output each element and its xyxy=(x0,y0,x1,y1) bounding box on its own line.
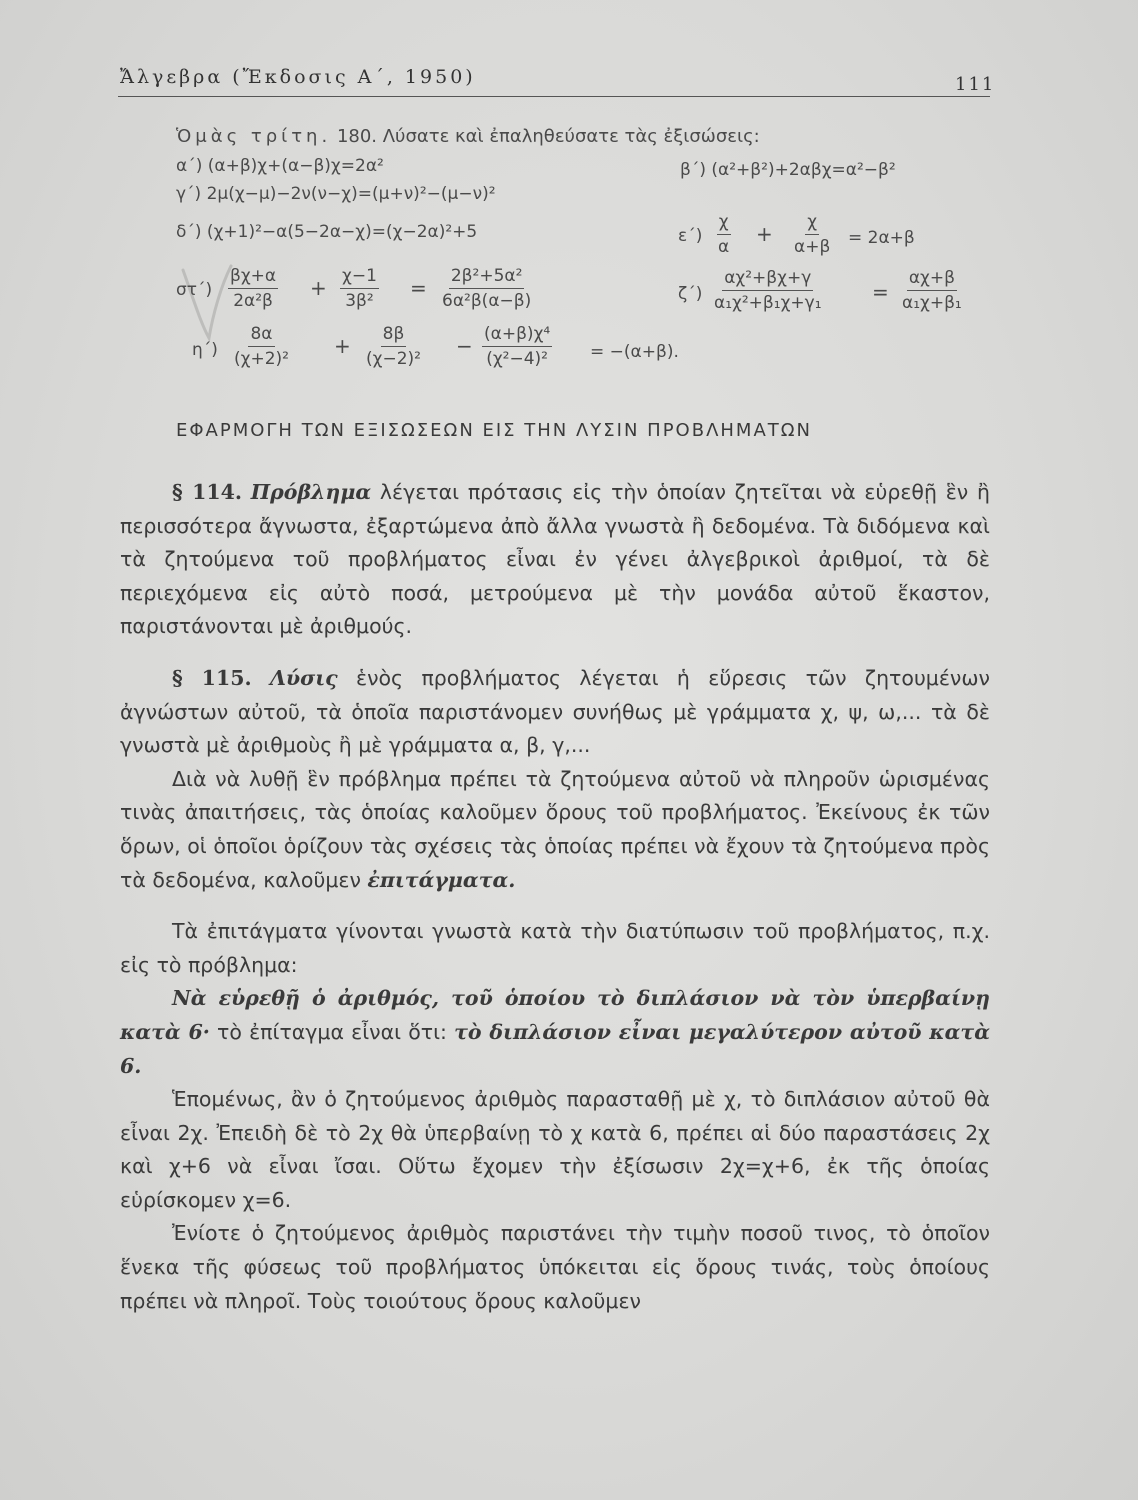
fraction-denominator: (χ+2)² xyxy=(234,349,289,369)
defined-term: Πρόβλημα xyxy=(250,480,372,504)
fraction-denominator: 2α²β xyxy=(233,291,273,311)
fraction-numerator: βχ+α xyxy=(228,266,278,289)
handwritten-check-mark xyxy=(175,262,235,346)
paragraph-conditions xyxy=(120,763,990,897)
fraction-denominator: α₁χ+β₁ xyxy=(902,293,962,313)
equation-st-label: στ΄) xyxy=(176,280,213,300)
equation-z-label: ζ΄) xyxy=(678,284,703,304)
problem-statement: Νὰ εὑρεθῇ ὁ ἀριθμός, τοῦ ὁποίου τὸ διπλάσιον νὰ τὸν ὑπερβαίνῃ κατὰ 6· xyxy=(120,986,990,1044)
equation-h-rhs: = −(α+β). xyxy=(590,342,679,362)
fraction-numerator: χ xyxy=(805,212,819,235)
fraction-denominator: α₁χ²+β₁χ+γ₁ xyxy=(714,293,822,313)
page-number: 111 xyxy=(955,74,996,95)
equation-st-fraction-1 xyxy=(228,266,278,311)
plus-sign: + xyxy=(310,276,327,300)
fraction-numerator: (α+β)χ⁴ xyxy=(482,324,552,347)
paragraph-number: § 114. xyxy=(172,480,243,504)
paragraph-text: τὸ ἐπίταγμα εἶναι ὅτι: xyxy=(209,1019,455,1044)
equation-h-fraction-1 xyxy=(232,324,291,369)
paragraph-text: ἑνὸς προβλήματος λέγεται ἡ εὕρεσις τῶν ζητουμένων ἀγνώστων αὐτοῦ, τὰ ὁποῖα παριστάνομεν συνήθως μὲ γράμματα χ, ψ, ω,... τὰ δὲ γνωστὰ μὲ ἀριθμοὺς ἢ μὲ γράμματα α, β, γ,... xyxy=(120,665,990,758)
fraction-numerator: χ xyxy=(717,212,731,235)
fraction-numerator: αχ²+βχ+γ xyxy=(722,268,813,291)
fraction-numerator: 8β xyxy=(381,324,407,347)
paragraph-text: Ἑπομένως, ἂν ὁ ζητούμενος ἀριθμὸς παρασταθῇ μὲ χ, τὸ διπλάσιον αὐτοῦ θὰ εἶναι 2χ. Ἐπειδὴ δὲ τὸ 2χ θὰ ὑπερβαίνῃ τὸ χ κατὰ 6, πρέπει αἱ δύο παραστάσεις 2χ καὶ χ+6 νὰ εἶναι ἴσαι. Οὕτω ἔχομεν τὴν ἐξίσωσιν 2χ=χ+6, ἐκ τῆς ὁποίας εὑρίσκομεν χ=6. xyxy=(120,1087,990,1212)
fraction-numerator: 8α xyxy=(248,324,274,347)
equation-h-label: η΄) xyxy=(192,340,218,360)
paragraph-solution xyxy=(120,1083,990,1217)
plus-sign: + xyxy=(756,222,773,246)
equals-sign: = xyxy=(410,276,427,300)
paragraph-114 xyxy=(120,476,990,644)
section-heading: ΕΦΑΡΜΟΓΗ ΤΩΝ ΕΞΙΣΩΣΕΩΝ ΕΙΣ ΤΗΝ ΛΥΣΙΝ ΠΡΟΒΛΗΜΑΤΩΝ xyxy=(176,420,812,441)
equation-h-fraction-2 xyxy=(364,324,423,369)
equation-z-fraction-1 xyxy=(712,268,824,313)
fraction-denominator: α xyxy=(718,237,730,257)
equation-d: δ΄) (χ+1)²−α(5−2α−χ)=(χ−2α)²+5 xyxy=(176,222,478,242)
paragraph-text: Ἐνίοτε ὁ ζητούμενος ἀριθμὸς παριστάνει τὴν τιμὴν ποσοῦ τινος, τὸ ὁποῖον ἕνεκα τῆς φύσεως τοῦ προβλήματος ὑπόκειται εἰς ὅρους τινάς, τοὺς ὁποίους πρέπει νὰ πληροῖ. Τοὺς τοιούτους ὅρους καλοῦμεν xyxy=(120,1221,990,1313)
equation-e-fraction-2 xyxy=(792,212,832,257)
paragraph-example xyxy=(120,915,990,982)
exercise-group-label: Ὁμὰς τρίτη. xyxy=(176,126,332,147)
equation-st-fraction-3 xyxy=(440,266,533,311)
fraction-numerator: χ−1 xyxy=(340,266,379,289)
exercise-instruction: 180. Λύσατε καὶ ἐπαληθεύσατε τὰς ἐξισώσεις: xyxy=(336,126,760,147)
running-header-title: Ἄλγεβρα (Ἔκδοσις Α΄, 1950) xyxy=(120,66,476,88)
equation-h-fraction-3 xyxy=(482,324,552,369)
equation-b: β΄) (α²+β²)+2αβχ=α²−β² xyxy=(680,160,896,180)
defined-term: ἐπιτάγματα. xyxy=(367,867,516,892)
equation-e-label: ε΄) xyxy=(678,226,703,246)
equation-z-fraction-2 xyxy=(900,268,964,313)
paragraph-text: Τὰ ἐπιτάγματα γίνονται γνωστὰ κατὰ τὴν διατύπωσιν τοῦ προβλήματος, π.χ. εἰς τὸ πρόβλημα: xyxy=(120,919,990,977)
fraction-denominator: (χ−2)² xyxy=(366,349,421,369)
fraction-denominator: 3β² xyxy=(345,291,374,311)
fraction-denominator: 6α²β(α−β) xyxy=(442,291,532,311)
paragraph-last xyxy=(120,1217,990,1318)
equation-c: γ΄) 2μ(χ−μ)−2ν(ν−χ)=(μ+ν)²−(μ−ν)² xyxy=(176,184,496,204)
fraction-denominator: (χ²−4)² xyxy=(486,349,548,369)
fraction-numerator: αχ+β xyxy=(907,268,957,291)
equals-sign: = xyxy=(872,280,889,304)
fraction-numerator: 2β²+5α² xyxy=(449,266,525,289)
paragraph-text: λέγεται πρότασις εἰς τὴν ὁποίαν ζητεῖται νὰ εὑρεθῇ ἓν ἢ περισσότερα ἄγνωστα, ἐξαρτώμενα ἀπὸ ἄλλα γνωστὰ ἢ δεδομένα. Τὰ διδόμενα καὶ τὰ ζητούμενα τοῦ προβλήματος εἶναι ἐν γένει ἀλγεβρικοὶ ἀριθμοί, τὰ δὲ περιεχόμενα εἰς αὐτὸ ποσά, μετρούμενα μὲ τὴν μονάδα αὐτοῦ ἕκαστον, παριστάνονται μὲ ἀριθμούς. xyxy=(120,480,990,639)
defined-term: Λύσις xyxy=(269,665,338,690)
exercise-intro xyxy=(176,126,760,147)
equation-st-fraction-2 xyxy=(340,266,379,311)
paragraph-115 xyxy=(120,662,990,763)
body-text xyxy=(120,476,990,1318)
minus-sign: − xyxy=(456,334,473,358)
paragraph-example-statement xyxy=(120,982,990,1083)
header-rule xyxy=(118,96,990,97)
paragraph-text: Διὰ νὰ λυθῇ ἓν πρόβλημα πρέπει τὰ ζητούμενα αὐτοῦ νὰ πληροῦν ὡρισμένας τινὰς ἀπαιτήσεις, τὰς ὁποίας καλοῦμεν ὅρους τοῦ προβλήματος. Ἐκείνους ἐκ τῶν ὅρων, οἱ ὁποῖοι ὁρίζουν τὰς σχέσεις τὰς ὁποίας πρέπει νὰ ἔχουν τὰ ζητούμενα πρὸς τὰ δεδομένα, καλοῦμεν xyxy=(120,766,990,892)
equation-a: α΄) (α+β)χ+(α−β)χ=2α² xyxy=(176,156,384,176)
paragraph-number: § 115. xyxy=(172,665,252,690)
fraction-denominator: α+β xyxy=(794,237,831,257)
equation-e-rhs: = 2α+β xyxy=(848,228,915,248)
equation-e-fraction-1 xyxy=(716,212,731,257)
plus-sign: + xyxy=(334,334,351,358)
condition-statement: τὸ διπλάσιον εἶναι μεγαλύτερον αὐτοῦ κατὰ 6. xyxy=(120,1019,990,1078)
